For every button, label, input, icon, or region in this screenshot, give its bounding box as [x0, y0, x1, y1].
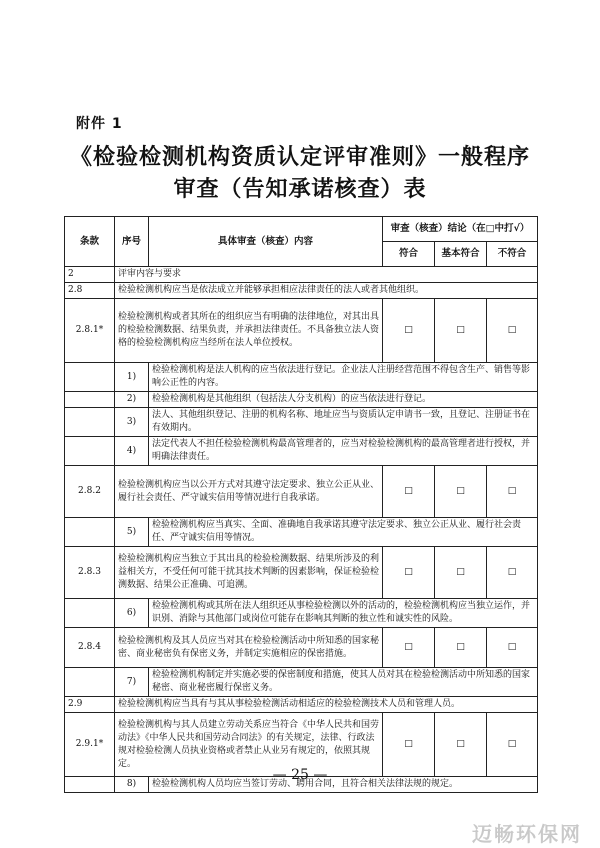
annex-label: 附件 1 [76, 116, 123, 132]
header-basic-conform: 基本符合 [435, 242, 487, 267]
content-cell: 检验检测机构或者其所在的组织应当有明确的法律地位，对其出具的检验检测数据、结果负责，并承担法律责任。不具备独立法人资格的检验检测机构应当经所在法人单位授权。 [115, 299, 383, 363]
content-cell: 检验检测机构是法人机构的应当依法进行登记。企业法人注册经营范围不得包含生产、销售等影响公正性的内容。 [149, 363, 538, 392]
checkbox-nonconform[interactable]: □ [487, 466, 538, 518]
watermark: 迈畅环保网 [472, 822, 582, 846]
seq-cell: 5) [115, 518, 149, 547]
content-cell: 检验检测机构应当以公开方式对其遵守法定要求、独立公正从业、履行社会责任、严守诚实信用等情况进行自我承诺。 [115, 466, 383, 518]
content-cell: 检验检测机构及其人员应当对其在检验检测活动中所知悉的国家秘密、商业秘密负有保密义务，并制定实施相应的保密措施。 [115, 628, 383, 668]
content-cell: 法定代表人不担任检验检测机构最高管理者的，应当对检验检测机构的最高管理者进行授权，并明确法律责任。 [149, 437, 538, 466]
checkbox-basic-conform[interactable]: □ [435, 299, 487, 363]
table-row [65, 466, 538, 518]
seq-cell: 3) [115, 408, 149, 437]
checkbox-nonconform[interactable]: □ [487, 713, 538, 777]
checkbox-basic-conform[interactable]: □ [435, 713, 487, 777]
header-seq: 序号 [115, 217, 149, 267]
table-row [65, 267, 538, 283]
seq-cell: 2) [115, 392, 149, 408]
article-cell: 2.8 [65, 283, 115, 299]
content-cell: 法人、其他组织登记、注册的机构名称、地址应当与资质认定申请书一致，且登记、注册证书在有效期内。 [149, 408, 538, 437]
table-row [65, 697, 538, 713]
checkbox-conform[interactable]: □ [383, 466, 435, 518]
article-cell: 2.8.3 [65, 547, 115, 599]
table-row [65, 363, 538, 392]
content-cell: 检验检测机构或其所在法人组织还从事检验检测以外的活动的，检验检测机构应当独立运作，并识别、消除与其他部门或岗位可能存在影响其判断的独立性和诚实性的风险。 [149, 599, 538, 628]
table-row [65, 599, 538, 628]
content-cell: 检验检测机构与其人员建立劳动关系应当符合《中华人民共和国劳动法》《中华人民共和国劳动合同法》的有关规定，法律、行政法规对检验检测人员执业资格或者禁止从业另有规定的，依照其规定。 [115, 713, 383, 777]
header-article: 条款 [65, 217, 115, 267]
document-title-line2: 审查（告知承诺核查）表 [173, 176, 427, 202]
checkbox-conform[interactable]: □ [383, 547, 435, 599]
table-row [65, 628, 538, 668]
article-cell: 2.8.4 [65, 628, 115, 668]
seq-cell: 4) [115, 437, 149, 466]
checkbox-nonconform[interactable]: □ [487, 628, 538, 668]
seq-cell: 6) [115, 599, 149, 628]
table-row [65, 299, 538, 363]
content-cell: 检验检测机构是其他组织（包括法人分支机构）的应当依法进行登记。 [149, 392, 538, 408]
checkbox-conform[interactable]: □ [383, 628, 435, 668]
content-cell: 检验检测机构制定并实施必要的保密制度和措施，使其人员对其在检验检测活动中所知悉的国家秘密、商业秘密履行保密义务。 [149, 668, 538, 697]
header-conform: 符合 [383, 242, 435, 267]
seq-cell: 1) [115, 363, 149, 392]
header-conclusion: 审查（核查）结论（在□中打√） [383, 217, 538, 242]
seq-cell: 8) [115, 777, 149, 793]
checkbox-nonconform[interactable]: □ [487, 299, 538, 363]
header-nonconform: 不符合 [487, 242, 538, 267]
content-cell: 检验检测机构应当独立于其出具的检验检测数据、结果所涉及的利益相关方，不受任何可能干扰其技术判断的因素影响，保证检验检测数据、结果公正准确、可追溯。 [115, 547, 383, 599]
table-row [65, 547, 538, 599]
content-cell: 检验检测机构人员均应当签订劳动、聘用合同，且符合相关法律法规的规定。 [149, 777, 538, 793]
checkbox-basic-conform[interactable]: □ [435, 628, 487, 668]
table-row [65, 408, 538, 437]
seq-cell: 7) [115, 668, 149, 697]
checkbox-basic-conform[interactable]: □ [435, 547, 487, 599]
table-row [65, 518, 538, 547]
header-content: 具体审查（核查）内容 [149, 217, 383, 267]
content-cell: 评审内容与要求 [115, 267, 538, 283]
table-row [65, 668, 538, 697]
article-cell: 2.8.2 [65, 466, 115, 518]
checkbox-conform[interactable]: □ [383, 299, 435, 363]
review-table [64, 216, 538, 793]
content-cell: 检验检测机构应当是依法成立并能够承担相应法律责任的法人或者其他组织。 [115, 283, 538, 299]
article-cell: 2 [65, 267, 115, 283]
table-row [65, 283, 538, 299]
document-title-line1: 《检验检测机构资质认定评审准则》一般程序 [69, 144, 530, 170]
checkbox-basic-conform[interactable]: □ [435, 466, 487, 518]
table-row [65, 392, 538, 408]
content-cell: 检验检测机构应当真实、全面、准确地自我承诺其遵守法定要求、独立公正从业、履行社会责任、严守诚实信用等情况。 [149, 518, 538, 547]
content-cell: 检验检测机构应当具有与其从事检验检测活动相适应的检验检测技术人员和管理人员。 [115, 697, 538, 713]
page-number: — 25 — [272, 767, 328, 783]
article-cell: 2.9 [65, 697, 115, 713]
table-row [65, 437, 538, 466]
checkbox-nonconform[interactable]: □ [487, 547, 538, 599]
article-cell: 2.8.1* [65, 299, 115, 363]
checkbox-conform[interactable]: □ [383, 713, 435, 777]
article-cell: 2.9.1* [65, 713, 115, 777]
